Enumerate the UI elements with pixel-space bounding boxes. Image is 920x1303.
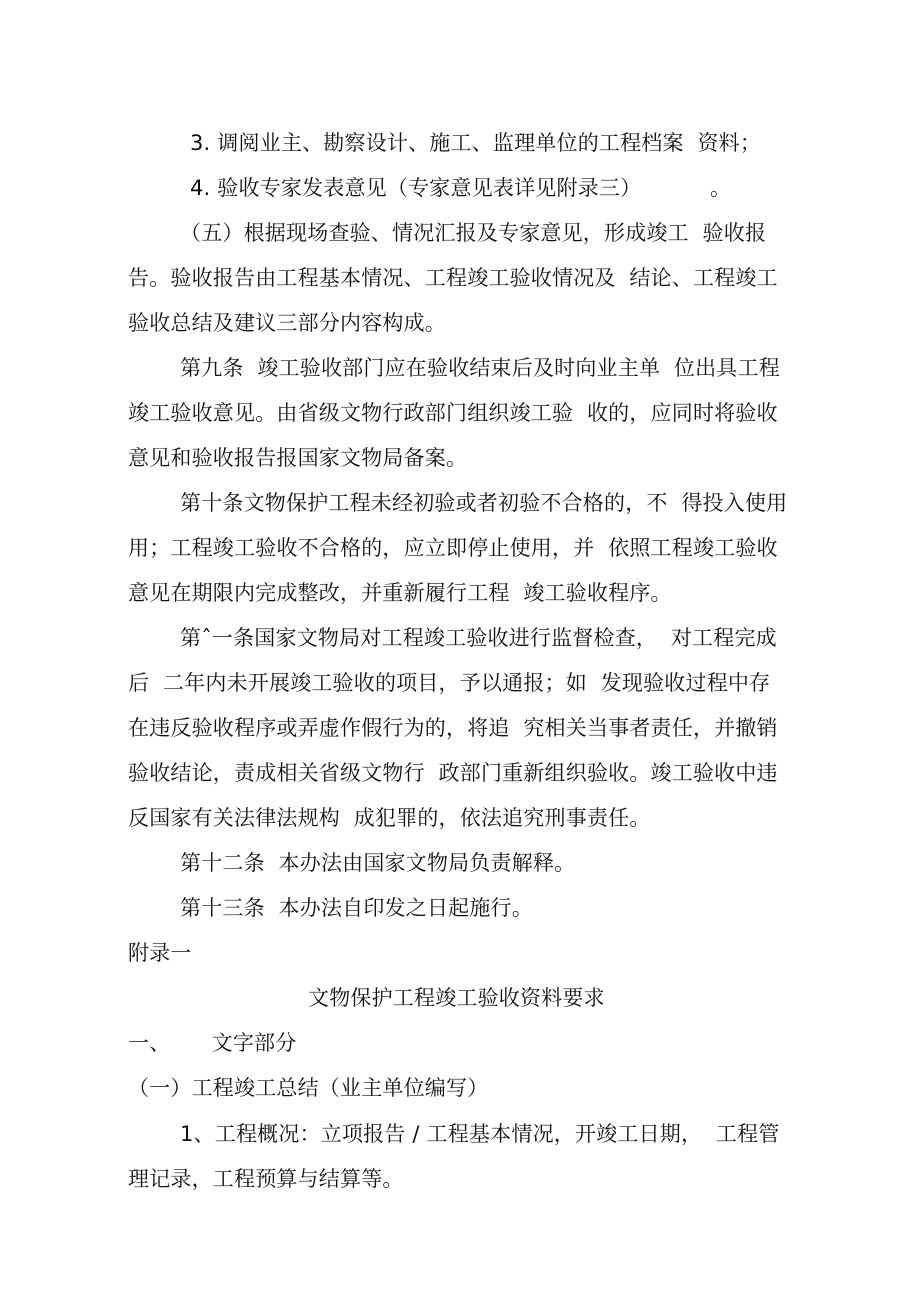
- text-line: 验收结论，责成相关省级文物行 政部门重新组织验收。竣工验收中违: [128, 761, 778, 785]
- text-line: 第九条 竣工验收部门应在验收结束后及时向业主单 位出具工程: [180, 356, 780, 380]
- text-line: 用；工程竣工验收不合格的，应立即停止使用，并 依照工程竣工验收: [128, 536, 778, 560]
- text-line: 理记录，工程预算与结算等。: [128, 1167, 404, 1191]
- text-line: （五）根据现场查验、情况汇报及专家意见，形成竣工 验收报: [180, 221, 767, 245]
- text-line: 验收总结及建议三部分内容构成。: [128, 311, 446, 335]
- text-line: 在违反验收程序或弄虚作假行为的，将追 究相关当事者责任，并撤销: [128, 716, 778, 740]
- section-heading: 一、 文字部分: [128, 1031, 297, 1055]
- text-line: 告。验收报告由工程基本情况、工程竣工验收情况及 结论、工程竣工: [128, 266, 778, 290]
- text-line: 4. 验收专家发表意见（专家意见表详见附录三） 。: [190, 176, 732, 200]
- subsection-heading: （一）工程竣工总结（业主单位编写）: [128, 1076, 489, 1100]
- text-line: 1、工程概况：立项报告 / 工程基本情况，开竣工日期， 工程管: [180, 1122, 780, 1146]
- text-line: 意见在期限内完成整改，并重新履行工程 竣工验收程序。: [128, 581, 672, 605]
- text-line: 反国家有关法律法规构 成犯罪的，依法追究刑事责任。: [128, 806, 651, 830]
- appendix-label: 附录一: [128, 941, 192, 965]
- text-line: 后 二年内未开展竣工验收的项目，予以通报；如 发现验收过程中存: [128, 671, 771, 695]
- text-line: 第十条文物保护工程未经初验或者初验不合格的，不 得投入使用: [180, 491, 788, 515]
- text-line: 第ˆ一条国家文物局对工程竣工验收进行监督检查， 对工程完成: [180, 626, 777, 650]
- text-line: 意见和验收报告报国家文物局备案。: [128, 446, 468, 470]
- text-line: 竣工验收意见。由省级文物行政部门组织竣工验 收的，应同时将验收: [128, 401, 778, 425]
- text-line: 3. 调阅业主、勘察设计、施工、监理单位的工程档案 资料；: [190, 131, 762, 155]
- appendix-title: 文物保护工程竣工验收资料要求: [308, 986, 605, 1010]
- text-line: 第十三条 本办法自印发之日起施行。: [180, 896, 533, 920]
- text-line: 第十二条 本办法由国家文物局负责解释。: [180, 851, 576, 875]
